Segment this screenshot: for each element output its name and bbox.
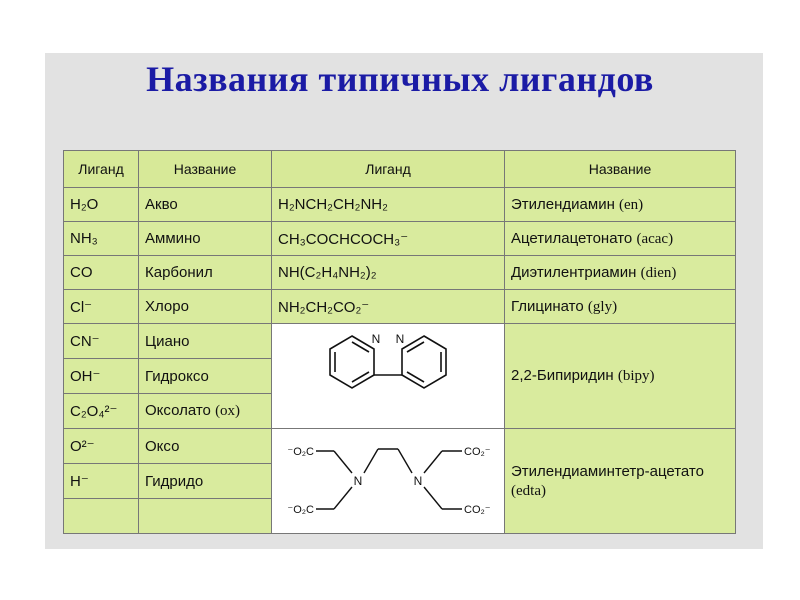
ligand-name: Гидридо (139, 464, 272, 499)
table-row (64, 290, 736, 324)
ligand-formula: CN⁻ (64, 324, 139, 359)
ligand-name (505, 188, 736, 222)
edta-nitrogen-label: N (413, 474, 423, 488)
ligand-name: Циано (139, 324, 272, 359)
ligand-abbreviation: (gly) (587, 298, 618, 315)
edta-structure (272, 429, 504, 529)
ligand-name: Гидроксо (139, 359, 272, 394)
ligand-formula: H₂NCH₂CH₂NH₂ (272, 188, 505, 222)
edta-carboxylate-label: CO₂⁻ (464, 504, 491, 516)
edta-structure-cell (272, 429, 505, 534)
page-title: Названия типичных лигандов (146, 59, 654, 99)
ligand-name-text: Диэтилентриамин (511, 263, 637, 281)
ligand-abbreviation: (dien) (640, 264, 677, 281)
ligand-formula: OH⁻ (64, 359, 139, 394)
ligand-formula: NH₃ (64, 222, 139, 256)
ligand-name (505, 290, 736, 324)
table-row (64, 324, 736, 359)
table-header-row (64, 151, 736, 188)
ligand-formula: Cl⁻ (64, 290, 139, 324)
ligand-name: Карбонил (139, 256, 272, 290)
ligand-formula: NH(C₂H₄NH₂)₂ (272, 256, 505, 290)
table-row (64, 222, 736, 256)
edta-carboxylate-label: ⁻O₂C (287, 446, 314, 458)
edta-carboxylate-label: ⁻O₂C (287, 504, 314, 516)
edta-nitrogen-label: N (353, 474, 363, 488)
ligand-name: Акво (139, 188, 272, 222)
ligand-name: Хлоро (139, 290, 272, 324)
ligand-name: Аммино (139, 222, 272, 256)
ligand-formula: NH₂CH₂CO₂⁻ (272, 290, 505, 324)
ligand-name-text: Глицинато (511, 297, 584, 315)
ligand-formula: CH₃COCHCOCH₃⁻ (272, 222, 505, 256)
ligand-name (505, 324, 736, 429)
empty-cell (139, 499, 272, 534)
ligand-name-text: Этилендиаминтетр-ацетато (511, 462, 704, 480)
bipy-nitrogen-label: N (371, 332, 381, 346)
ligand-abbreviation: (acac) (636, 230, 674, 247)
bipyridine-structure (272, 324, 504, 424)
edta-carboxylate-label: CO₂⁻ (464, 446, 491, 458)
ligand-name (505, 222, 736, 256)
table-row (64, 256, 736, 290)
header-ligand: Лиганд (272, 151, 505, 188)
ligand-name (505, 429, 736, 534)
table-row (64, 429, 736, 464)
ligand-abbreviation: (en) (619, 196, 644, 213)
ligand-formula: H⁻ (64, 464, 139, 499)
ligand-formula: C₂O₄²⁻ (64, 394, 139, 429)
ligand-name (505, 256, 736, 290)
ligand-abbreviation: (bipy) (617, 368, 655, 384)
ligand-formula: H₂O (64, 188, 139, 222)
ligand-abbreviation: (ox) (215, 403, 241, 419)
ligand-formula: CO (64, 256, 139, 290)
ligand-abbreviation: (edta) (511, 482, 546, 499)
ligand-name: Оксо (139, 429, 272, 464)
table-row (64, 188, 736, 222)
header-name: Название (139, 151, 272, 188)
ligand-name-text: Ацетилацетонато (511, 229, 633, 247)
ligands-table (63, 150, 736, 534)
ligand-name-text: Этилендиамин (511, 195, 615, 213)
empty-cell (64, 499, 139, 534)
ligand-name (139, 394, 272, 429)
header-name: Название (505, 151, 736, 188)
bipy-nitrogen-label: N (395, 332, 405, 346)
bipy-structure-cell (272, 324, 505, 429)
ligand-name-text: Оксолато (145, 402, 211, 419)
ligand-formula: O²⁻ (64, 429, 139, 464)
ligand-name-text: 2,2-Бипиридин (511, 367, 614, 384)
header-ligand: Лиганд (64, 151, 139, 188)
